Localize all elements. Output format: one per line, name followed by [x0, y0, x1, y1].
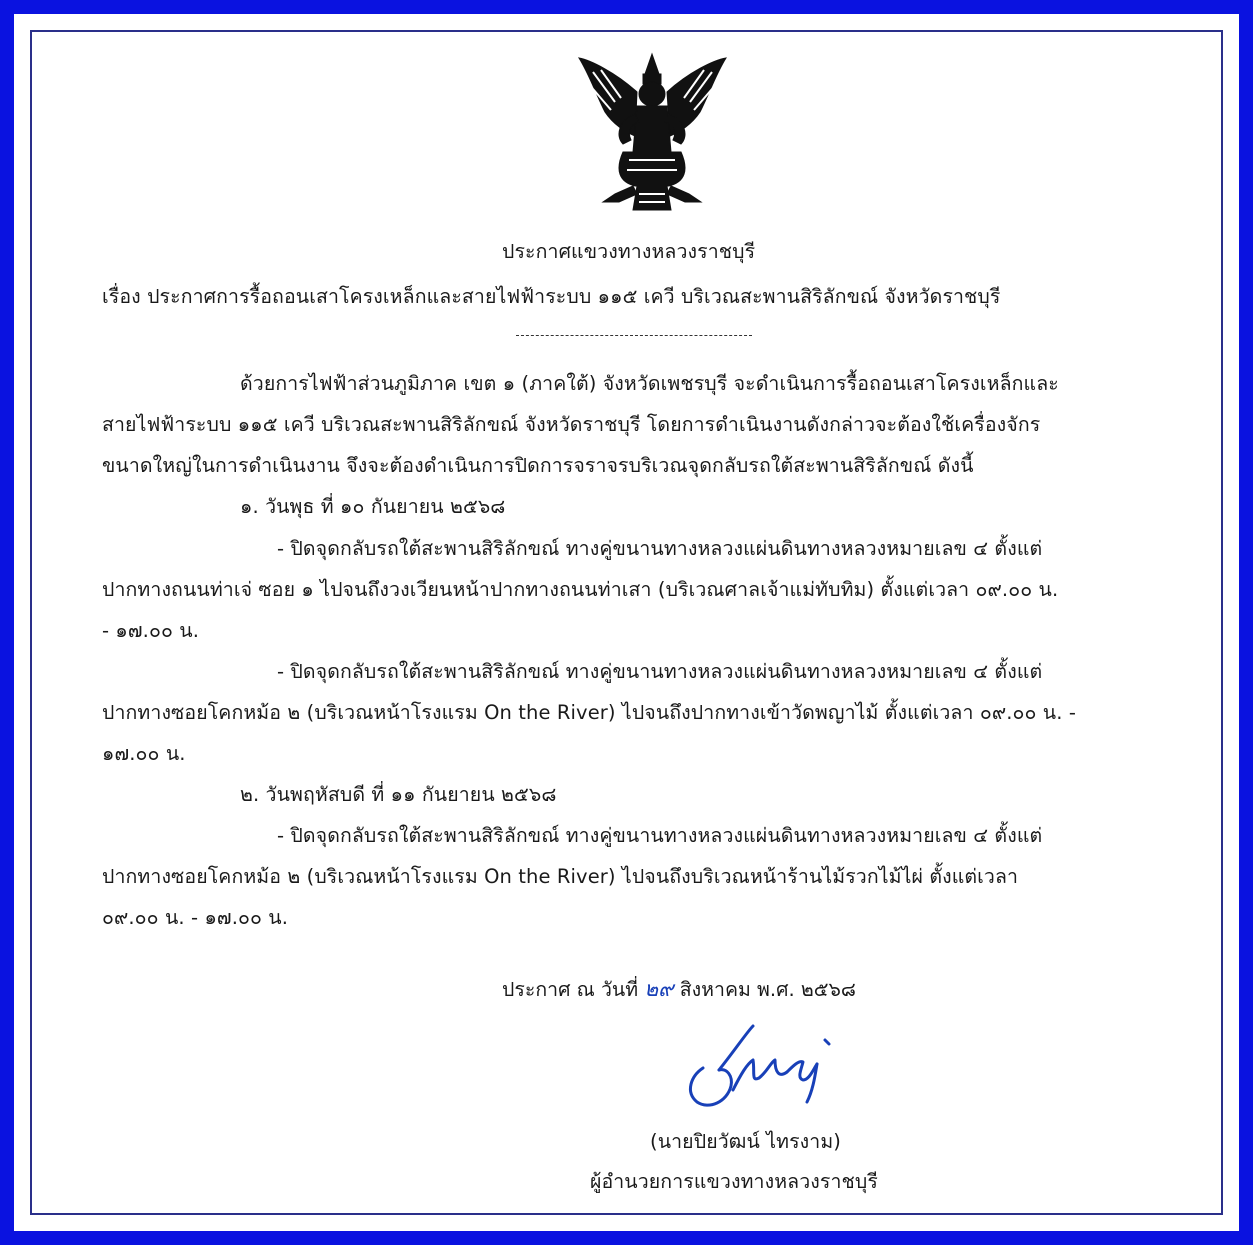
day1-item1-line: - ปิดจุดกลับรถใต้สะพานสิริลักขณ์ ทางคู่ขนานทางหลวงแผ่นดินทางหลวงหมายเลข ๔ ตั้งแต่ — [277, 537, 1043, 560]
handwritten-signature — [675, 1020, 855, 1120]
date-day-handwritten: ๒๙ — [644, 977, 674, 1001]
day1-item1-line: ปากทางถนนท่าเจ่ ซอย ๑ ไปจนถึงวงเวียนหน้าปากทางถนนท่าเสา (บริเวณศาลเจ้าแม่ทับทิม) ตั้งแต่เวลา ๐๙.๐๐ น. — [102, 578, 1059, 601]
announcement-heading: ประกาศแขวงทางหลวงราชบุรี — [502, 240, 756, 263]
day1-item2-line: ๑๗.๐๐ น. — [102, 742, 186, 765]
signer-title: ผู้อำนวยการแขวงทางหลวงราชบุรี — [590, 1170, 878, 1193]
intro-line: ขนาดใหญ่ในการดำเนินงาน จึงจะต้องดำเนินการปิดการจราจรบริเวณจุดกลับรถใต้สะพานสิริลักขณ์ ดังนี้ — [102, 454, 974, 477]
garuda-emblem-icon — [575, 52, 730, 212]
day2-item1-line: - ปิดจุดกลับรถใต้สะพานสิริลักขณ์ ทางคู่ขนานทางหลวงแผ่นดินทางหลวงหมายเลข ๔ ตั้งแต่ — [277, 824, 1043, 847]
intro-line: สายไฟฟ้าระบบ ๑๑๕ เควี บริเวณสะพานสิริลักขณ์ จังหวัดราชบุรี โดยการดำเนินงานดังกล่าวจะต้องใช้เครื่องจักร — [102, 413, 1041, 436]
day2-item1-line: ๐๙.๐๐ น. - ๑๗.๐๐ น. — [102, 906, 289, 929]
date-suffix: สิงหาคม พ.ศ. ๒๕๖๘ — [673, 978, 856, 1001]
date-prefix: ประกาศ ณ วันที่ — [502, 978, 645, 1001]
intro-line: ด้วยการไฟฟ้าส่วนภูมิภาค เขต ๑ (ภาคใต้) จังหวัดเพชรบุรี จะดำเนินการรื้อถอนเสาโครงเหล็กและ — [240, 372, 1059, 395]
day2-heading: ๒. วันพฤหัสบดี ที่ ๑๑ กันยายน ๒๕๖๘ — [240, 783, 557, 806]
day1-item2-line: - ปิดจุดกลับรถใต้สะพานสิริลักขณ์ ทางคู่ขนานทางหลวงแผ่นดินทางหลวงหมายเลข ๔ ตั้งแต่ — [277, 660, 1043, 683]
subject-line: เรื่อง ประกาศการรื้อถอนเสาโครงเหล็กและสายไฟฟ้าระบบ ๑๑๕ เควี บริเวณสะพานสิริลักขณ์ จังหวัดราชบุรี — [102, 285, 1001, 308]
day1-item2-line: ปากทางซอยโคกหม้อ ๒ (บริเวณหน้าโรงแรม On the River) ไปจนถึงปากทางเข้าวัดพญาไม้ ตั้งแต่เวลา ๐๙.๐๐ น. - — [102, 701, 1076, 724]
announcement-date — [502, 975, 856, 1004]
day1-heading: ๑. วันพุธ ที่ ๑๐ กันยายน ๒๕๖๘ — [240, 495, 506, 518]
day2-item1-line: ปากทางซอยโคกหม้อ ๒ (บริเวณหน้าโรงแรม On the River) ไปจนถึงบริเวณหน้าร้านไม้รวกไม้ไผ่ ตั้งแต่เวลา — [102, 865, 1019, 888]
signer-name: (นายปิยวัฒน์ ไทรงาม) — [650, 1130, 841, 1153]
day1-item1-line: - ๑๗.๐๐ น. — [102, 619, 200, 642]
divider — [516, 335, 752, 336]
